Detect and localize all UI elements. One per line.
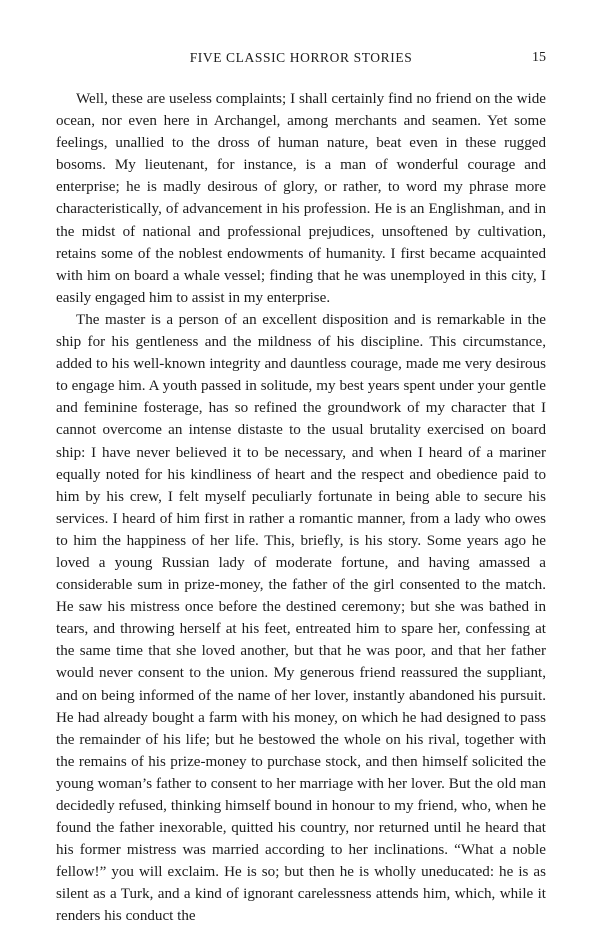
body-text (56, 88, 546, 928)
running-head (56, 50, 546, 70)
page-number: 15 (532, 50, 546, 65)
paragraph: Well, these are useless complaints; I shall certainly find no friend on the wide ocean, nor even here in Archangel, among merchants and seamen. Yet some feelings, unallied to the dross of human nature, beat even in these rugged bosoms. My lieutenant, for instance, is a man of wonderful courage and enterprise; he is madly desirous of glory, or rather, to word my phrase more characteristically, of advancement in his profession. He is an Englishman, and in the midst of national and professional prejudices, unsoftened by cultivation, retains some of the noblest endowments of humanity. I first became acquainted with him on board a whale vessel; finding that he was unemployed in this city, I easily engaged him to assist in my enterprise. (56, 91, 546, 306)
paragraph: The master is a person of an excellent disposition and is remarkable in the ship for his gentleness and the mildness of his discipline. This circumstance, added to his well-known integrity and dauntless courage, made me very desirous to engage him. A youth passed in solitude, my best years spent under your gentle and feminine fosterage, has so refined the groundwork of my character that I cannot overcome an intense distaste to the usual brutality exercised on board ship: I have never believed it to be necessary, and when I heard of a mariner equally noted for his kindliness of heart and the respect and obedience paid to him by his crew, I felt myself peculiarly fortunate in being able to secure his services. I heard of him first in rather a romantic manner, from a lady who owes to him the happiness of her life. This, briefly, is his story. Some years ago he loved a young Russian lady of moderate fortune, and having amassed a considerable sum in prize-money, the father of the girl consented to the match. He saw his mistress once before the destined ceremony; but she was bathed in tears, and throwing herself at his feet, entreated him to spare her, confessing at the same time that she loved another, but that he was poor, and that her father would never consent to the union. My generous friend reassured the suppliant, and on being informed of the name of her lover, instantly abandoned his pursuit. He had already bought a farm with his money, on which he had designed to pass the remainder of his life; but he bestowed the whole on his rival, together with the remains of his prize-money to purchase stock, and then himself solicited the young woman’s father to consent to her marriage with her lover. But the old man decidedly refused, thinking himself bound in honour to my friend, who, when he found the father inexorable, quitted his country, nor returned until he heard that his former mistress was married according to her inclinations. “What a noble fellow!” you will exclaim. He is so; but then he is wholly uneducated: he is as silent as a Turk, and a kind of ignorant carelessness attends him, which, while it renders his conduct the (56, 311, 546, 925)
running-head-title: FIVE CLASSIC HORROR STORIES (189, 50, 413, 65)
